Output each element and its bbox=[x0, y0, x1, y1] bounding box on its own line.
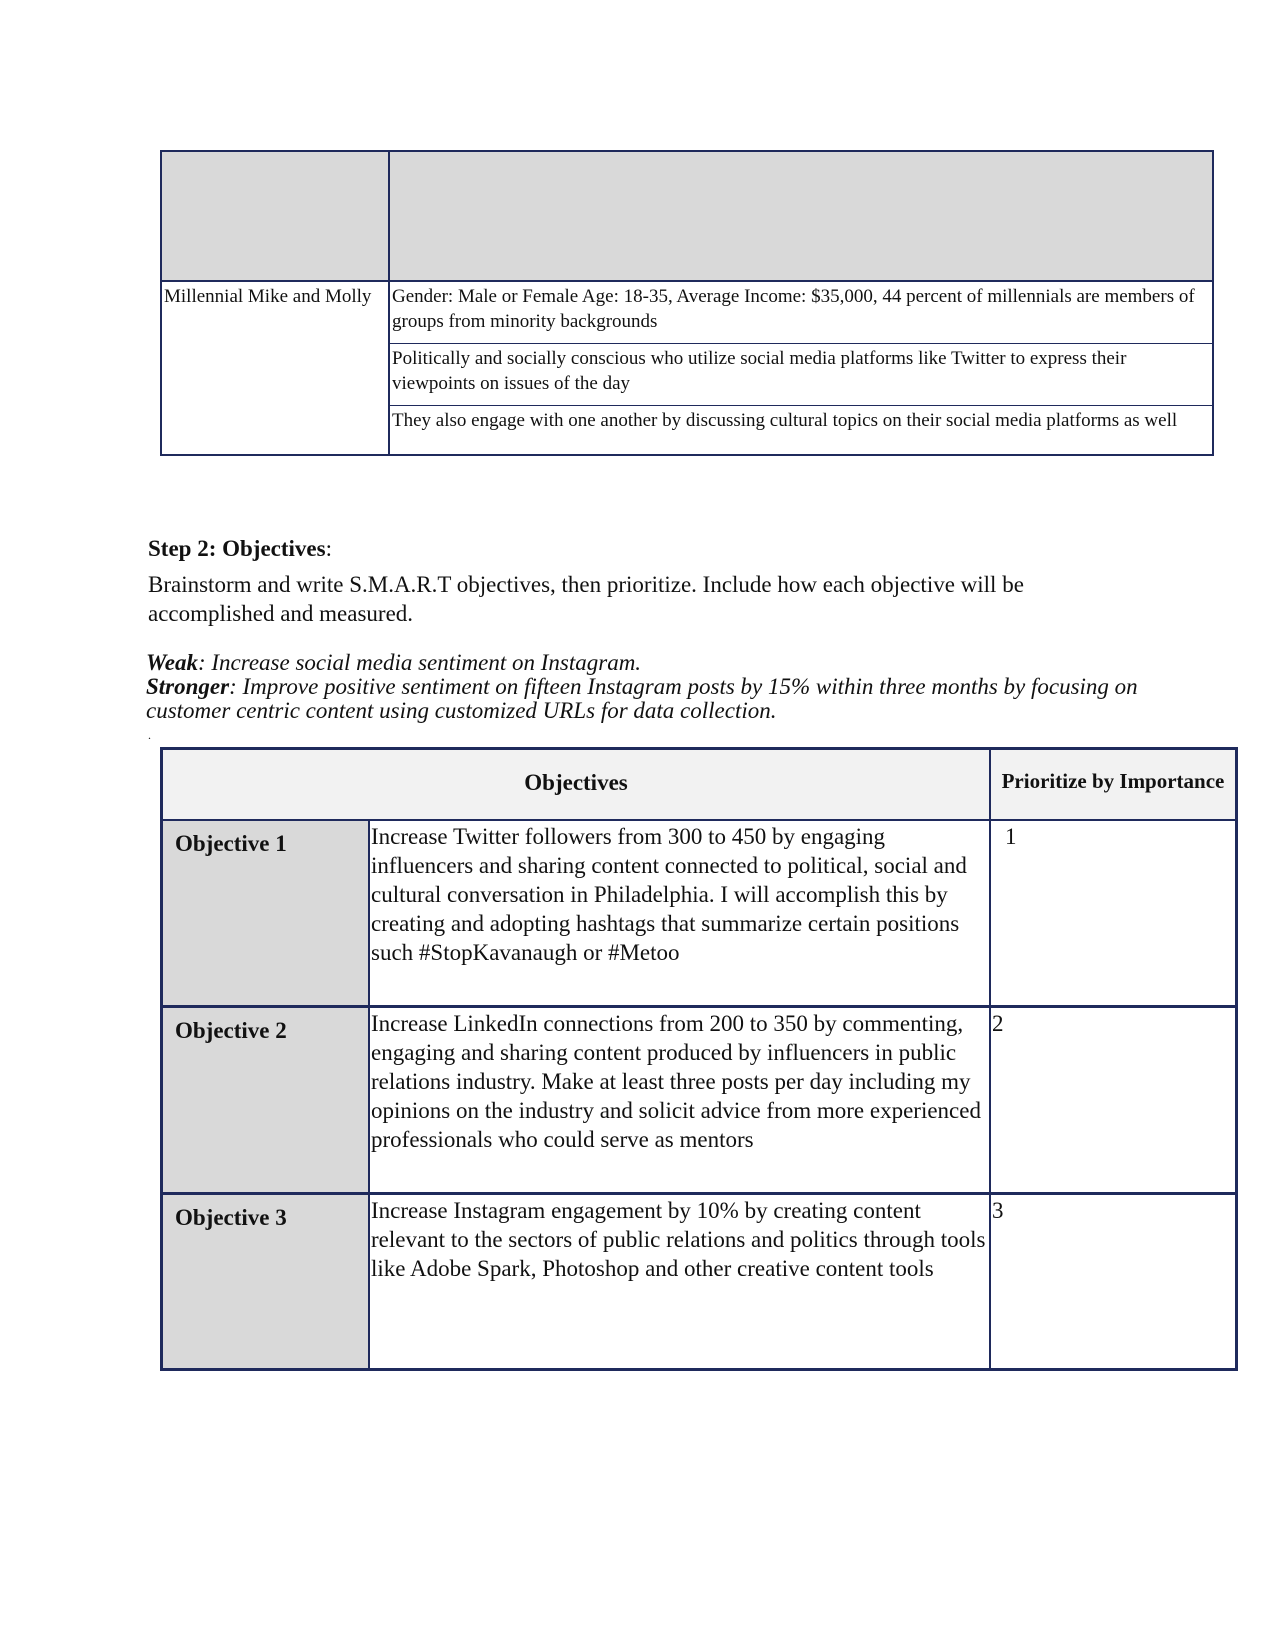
objective-label: Objective 2 bbox=[163, 1008, 370, 1195]
priority-header: Prioritize by Importance bbox=[991, 750, 1235, 821]
weak-example bbox=[146, 650, 641, 675]
persona-detail-demographics: Gender: Male or Female Age: 18-35, Average Income: $35,000, 44 percent of millennials are members of groups from minority backgrounds bbox=[390, 282, 1212, 344]
persona-detail-engagement: They also engage with one another by discussing cultural topics on their social media platforms as well bbox=[392, 410, 1178, 431]
objective-text: Increase Twitter followers from 300 to 450 by engaging influencers and sharing content connected to political, social and cultural conversation in Philadelphia. I will accomplish this by creating and adopting hashtags that summarize certain positions such #StopKavanaugh or #Metoo bbox=[370, 821, 991, 1008]
objective-text: Increase Instagram engagement by 10% by creating content relevant to the sectors of public relations and politics through tools like Adobe Spark, Photoshop and other creative content tools bbox=[370, 1195, 991, 1368]
step-heading-colon: : bbox=[325, 536, 332, 561]
persona-name: Millennial Mike and Molly bbox=[162, 282, 390, 454]
weak-text: : Increase social media sentiment on Instagram. bbox=[197, 650, 642, 675]
stronger-text: : Improve positive sentiment on fifteen Instagram posts by 15% within three months by focusing on customer centric content using customized URLs for data collection. bbox=[146, 674, 1138, 723]
objective-examples bbox=[146, 651, 1146, 723]
objective-priority: 2 bbox=[991, 1008, 1235, 1195]
objective-label: Objective 1 bbox=[163, 821, 370, 1008]
step-heading-text: Step 2: Objectives bbox=[148, 536, 326, 561]
persona-table bbox=[160, 150, 1214, 456]
objective-priority: 3 bbox=[992, 1198, 1004, 1223]
objectives-header: Objectives bbox=[163, 750, 991, 821]
stronger-label: Stronger bbox=[146, 674, 230, 699]
persona-header-cell-right bbox=[390, 152, 1212, 282]
persona-header-cell-left bbox=[162, 152, 390, 282]
objective-priority: 1 bbox=[991, 821, 1235, 1008]
step-heading bbox=[148, 536, 332, 562]
stray-mark: . bbox=[148, 728, 151, 742]
step-intro: Brainstorm and write S.M.A.R.T objectives, then prioritize. Include how each objective will be accomplished and measured. bbox=[148, 572, 1024, 626]
persona-detail-behavior: Politically and socially conscious who utilize social media platforms like Twitter to express their viewpoints on issues of the day bbox=[390, 344, 1212, 406]
objective-text: Increase LinkedIn connections from 200 to 350 by commenting, engaging and sharing content produced by influencers in public relations industry. Make at least three posts per day including my opinions on the industry and solicit advice from more experienced professionals who could serve as mentors bbox=[370, 1008, 991, 1195]
objectives-table bbox=[160, 747, 1238, 1371]
objective-label: Objective 3 bbox=[163, 1195, 370, 1368]
persona-details bbox=[390, 282, 1212, 454]
weak-label: Weak bbox=[146, 650, 198, 675]
stronger-example bbox=[146, 674, 1138, 723]
